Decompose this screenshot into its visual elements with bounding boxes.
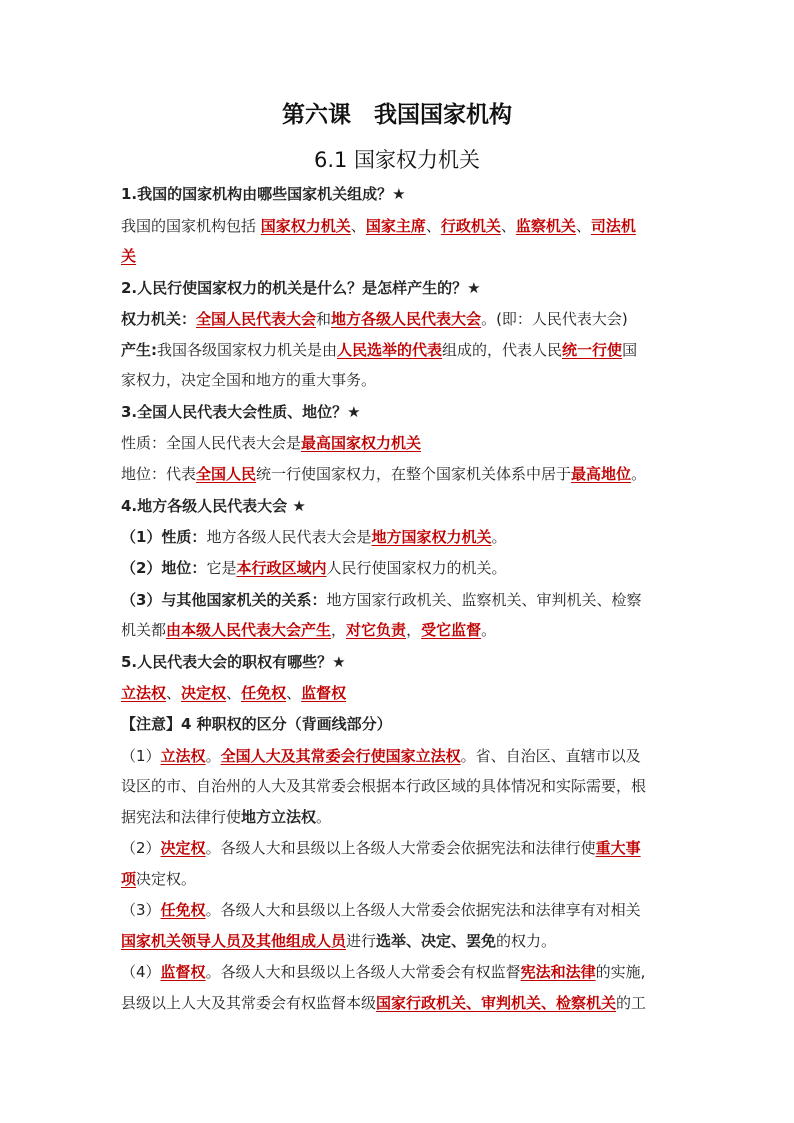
text-line — [121, 464, 646, 484]
text-line — [121, 993, 646, 1013]
text-segment: 、 — [500, 217, 516, 235]
text-segment: 性质：全国人民代表大会是 — [121, 434, 302, 452]
text-segment: 的权力。 — [496, 932, 557, 950]
text-segment: ， — [331, 621, 347, 639]
text-segment: 2.人民行使国家权力的机关是什么？是怎样产生的？★ — [121, 279, 481, 297]
keyword-highlight: 重大事 — [595, 839, 641, 857]
keyword-highlight: 地方各级人民代表大会 — [331, 310, 482, 328]
section-title: 6.1 国家权力机关 — [313, 148, 481, 172]
text-segment: 。各级人大和县级以上各级人大常委会依据宪法和法律行使 — [205, 839, 596, 857]
text-segment: 3.全国人民代表大会性质、地位？★ — [121, 403, 361, 421]
keyword-highlight: 对它负责 — [346, 621, 407, 639]
text-line — [121, 184, 406, 204]
text-line — [121, 340, 637, 360]
keyword-highlight: 全国人民代表大会 — [196, 310, 317, 328]
text-line — [121, 931, 556, 951]
text-segment: 我国各级国家权力机关是由 — [157, 341, 338, 359]
text-line — [121, 558, 507, 578]
keyword-highlight: 司法机 — [590, 217, 636, 235]
text-line — [121, 683, 346, 703]
text-segment: 4.地方各级人民代表大会 ★ — [121, 497, 306, 515]
text-segment: （3） — [121, 901, 161, 919]
keyword-highlight: 国家行政机关、审判机关、检察机关 — [376, 994, 617, 1012]
text-line — [121, 590, 641, 610]
text-segment: 。 — [481, 621, 497, 639]
text-segment: 。(即：人民代表大会) — [481, 310, 628, 328]
text-segment: 产生: — [121, 341, 157, 359]
text-segment: （1）性质： — [121, 528, 207, 546]
text-segment: （2）地位： — [121, 559, 207, 577]
text-segment: 地方国家行政机关、监察机关、审判机关、检察 — [326, 591, 642, 609]
text-segment: 我国的国家机构包括 — [121, 217, 261, 235]
keyword-highlight: 关 — [121, 247, 137, 265]
text-line — [121, 370, 376, 390]
text-segment: （4） — [121, 963, 161, 981]
text-segment: 1.我国的国家机构由哪些国家机关组成？★ — [121, 185, 406, 203]
keyword-highlight: 全国人大及其常委会行使国家立法权 — [220, 747, 461, 765]
text-segment: 。 — [316, 808, 332, 826]
keyword-highlight: 决定权 — [181, 684, 227, 702]
keyword-highlight: 行政机关 — [440, 217, 501, 235]
text-line — [121, 776, 646, 796]
text-segment: 5.人民代表大会的职权有哪些？★ — [121, 653, 346, 671]
keyword-highlight: 任免权 — [241, 684, 287, 702]
text-segment: 它是 — [206, 559, 237, 577]
text-segment: 组成的，代表人民 — [442, 341, 563, 359]
keyword-highlight: 立法权 — [121, 684, 167, 702]
text-line — [121, 496, 306, 516]
text-line — [121, 246, 136, 266]
keyword-highlight: 宪法和法律 — [520, 963, 596, 981]
keyword-highlight: 最高地位 — [571, 465, 632, 483]
keyword-highlight: 地方国家权力机关 — [371, 528, 492, 546]
text-segment: 、 — [286, 684, 302, 702]
text-segment: 。各级人大和县级以上各级人大常委会有权监督 — [205, 963, 521, 981]
text-line — [121, 714, 392, 734]
text-line — [121, 869, 196, 889]
text-segment: 权力机关： — [121, 310, 197, 328]
keyword-highlight: 本行政区域内 — [236, 559, 327, 577]
text-segment: （1） — [121, 747, 161, 765]
text-segment: 。 — [631, 465, 647, 483]
keyword-highlight: 最高国家权力机关 — [301, 434, 422, 452]
text-segment: 设区的市、自治州的人大及其常委会根据本行政区域的具体情况和实际需要，根 — [121, 777, 647, 795]
text-line — [121, 807, 331, 827]
text-segment: 据宪法和法律行使 — [121, 808, 242, 826]
text-segment: 、 — [226, 684, 242, 702]
keyword-highlight: 立法权 — [160, 747, 206, 765]
keyword-highlight: 决定权 — [160, 839, 206, 857]
text-line — [121, 620, 496, 640]
text-segment: ， — [406, 621, 422, 639]
text-line — [121, 433, 421, 453]
text-line — [121, 962, 645, 982]
text-segment: 。 — [205, 747, 221, 765]
keyword-highlight: 任免权 — [160, 901, 206, 919]
text-segment: 、 — [166, 684, 182, 702]
text-line — [121, 527, 507, 547]
keyword-highlight: 受它监督 — [421, 621, 482, 639]
text-segment: 选举、决定、罢免 — [376, 932, 497, 950]
text-line — [121, 900, 641, 920]
keyword-highlight: 由本级人民代表大会产生 — [166, 621, 332, 639]
keyword-highlight: 监督权 — [301, 684, 347, 702]
text-segment: 地位：代表 — [121, 465, 197, 483]
text-line — [121, 278, 481, 298]
keyword-highlight: 监督权 — [160, 963, 206, 981]
text-segment: 家权力，决定全国和地方的重大事务。 — [121, 371, 377, 389]
keyword-highlight: 全国人民 — [196, 465, 257, 483]
text-segment: 进行 — [346, 932, 377, 950]
text-segment: 地方各级人民代表大会是 — [206, 528, 372, 546]
page-title: 第六课 我国国家机构 — [282, 102, 512, 128]
keyword-highlight: 国家机关领导人员及其他组成人员 — [121, 932, 347, 950]
text-segment: 、 — [575, 217, 591, 235]
text-segment: 国 — [622, 341, 638, 359]
keyword-highlight: 监察机关 — [515, 217, 576, 235]
text-line — [121, 309, 628, 329]
text-line — [121, 746, 641, 766]
text-segment: 县级以上人大及其常委会有权监督本级 — [121, 994, 377, 1012]
text-segment: 。 — [491, 528, 507, 546]
text-segment: 【注意】4 种职权的区分（背画线部分） — [121, 715, 392, 733]
text-segment: 和 — [316, 310, 332, 328]
text-segment: （2） — [121, 839, 161, 857]
text-segment: 。省、自治区、直辖市以及 — [460, 747, 641, 765]
text-line — [121, 838, 641, 858]
text-segment: 。各级人大和县级以上各级人大常委会依据宪法和法律享有对相关 — [205, 901, 641, 919]
keyword-highlight: 国家权力机关 — [260, 217, 351, 235]
keyword-highlight: 统一行使 — [562, 341, 623, 359]
text-line — [121, 216, 636, 236]
keyword-highlight: 人民选举的代表 — [337, 341, 443, 359]
text-segment: （3）与其他国家机关的关系： — [121, 591, 327, 609]
text-segment: 、 — [425, 217, 441, 235]
text-segment: 地方立法权 — [241, 808, 317, 826]
text-segment: 人民行使国家权力的机关。 — [326, 559, 507, 577]
keyword-highlight: 项 — [121, 870, 137, 888]
text-segment: 机关都 — [121, 621, 167, 639]
text-segment: 统一行使国家权力，在整个国家机关体系中居于 — [256, 465, 572, 483]
text-line — [121, 652, 346, 672]
text-line — [121, 402, 361, 422]
text-segment: 决定权。 — [136, 870, 197, 888]
text-segment: 的实施, — [595, 963, 646, 981]
text-segment: 、 — [350, 217, 366, 235]
text-segment: 的工 — [616, 994, 647, 1012]
keyword-highlight: 国家主席 — [365, 217, 426, 235]
